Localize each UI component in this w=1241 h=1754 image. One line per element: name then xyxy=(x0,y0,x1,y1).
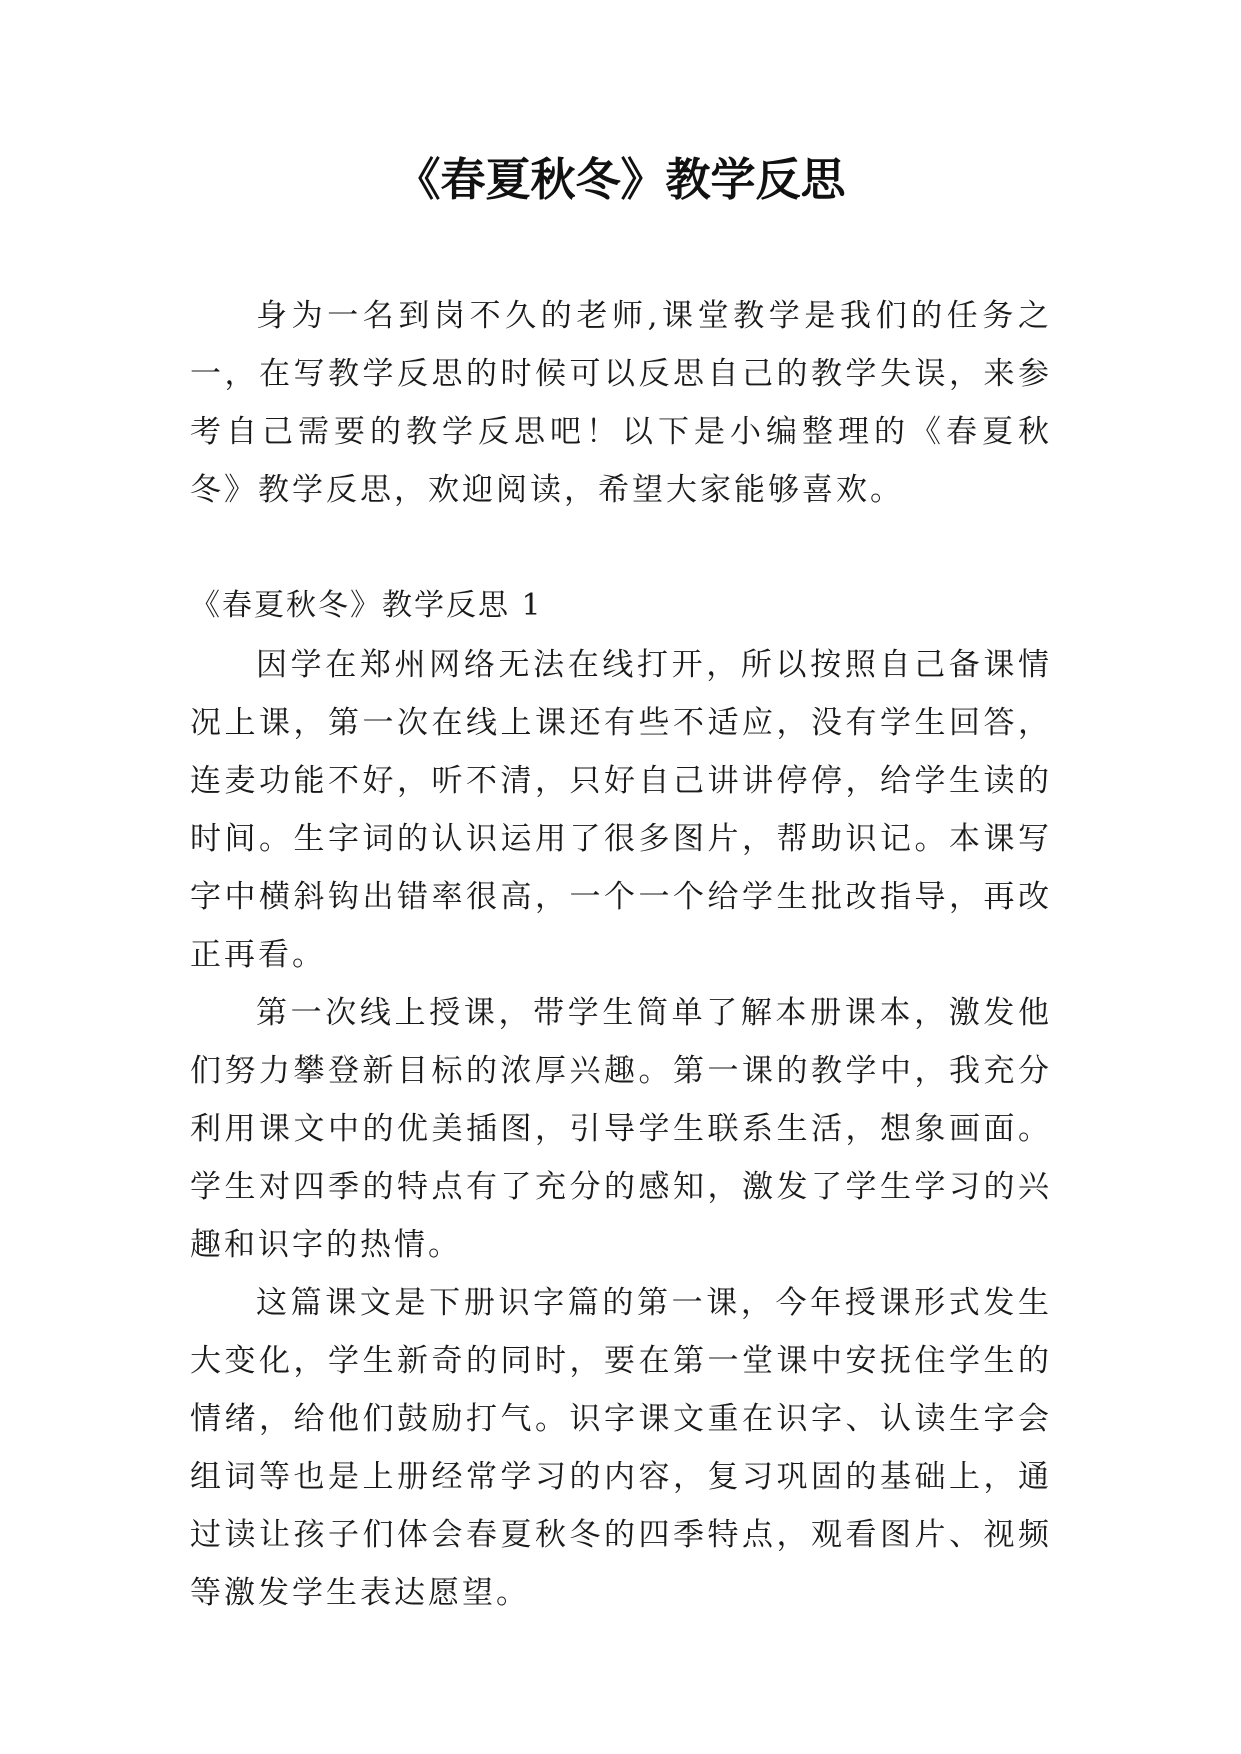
section-paragraph: 因学在郑州网络无法在线打开，所以按照自己备课情况上课，第一次在线上课还有些不适应，没有学生回答，连麦功能不好，听不清，只好自己讲讲停停，给学生读的时间。生字词的认识运用了很多图片，帮助识记。本课写字中横斜钩出错率很高，一个一个给学生批改指导，再改正再看。 xyxy=(190,647,1052,973)
section-heading: 《春夏秋冬》教学反思 1 xyxy=(190,588,543,623)
section-paragraph: 第一次线上授课，带学生简单了解本册课本，激发他们努力攀登新目标的浓厚兴趣。第一课的教学中，我充分利用课文中的优美插图，引导学生联系生活，想象画面。学生对四季的特点有了充分的感知，激发了学生学习的兴趣和识字的热情。 xyxy=(190,995,1052,1263)
section-body xyxy=(190,636,1052,1622)
document-title: 《春夏秋冬》教学反思 xyxy=(395,153,846,206)
section-paragraph: 这篇课文是下册识字篇的第一课，今年授课形式发生大变化，学生新奇的同时，要在第一堂课中安抚住学生的情绪，给他们鼓励打气。识字课文重在识字、认读生字会组词等也是上册经常学习的内容，复习巩固的基础上，通过读让孩子们体会春夏秋冬的四季特点，观看图片、视频等激发学生表达愿望。 xyxy=(190,1285,1052,1611)
intro-section xyxy=(190,287,1052,519)
intro-paragraph: 身为一名到岗不久的老师,课堂教学是我们的任务之一，在写教学反思的时候可以反思自己的教学失误，来参考自己需要的教学反思吧！以下是小编整理的《春夏秋冬》教学反思，欢迎阅读，希望大家能够喜欢。 xyxy=(190,298,1052,508)
